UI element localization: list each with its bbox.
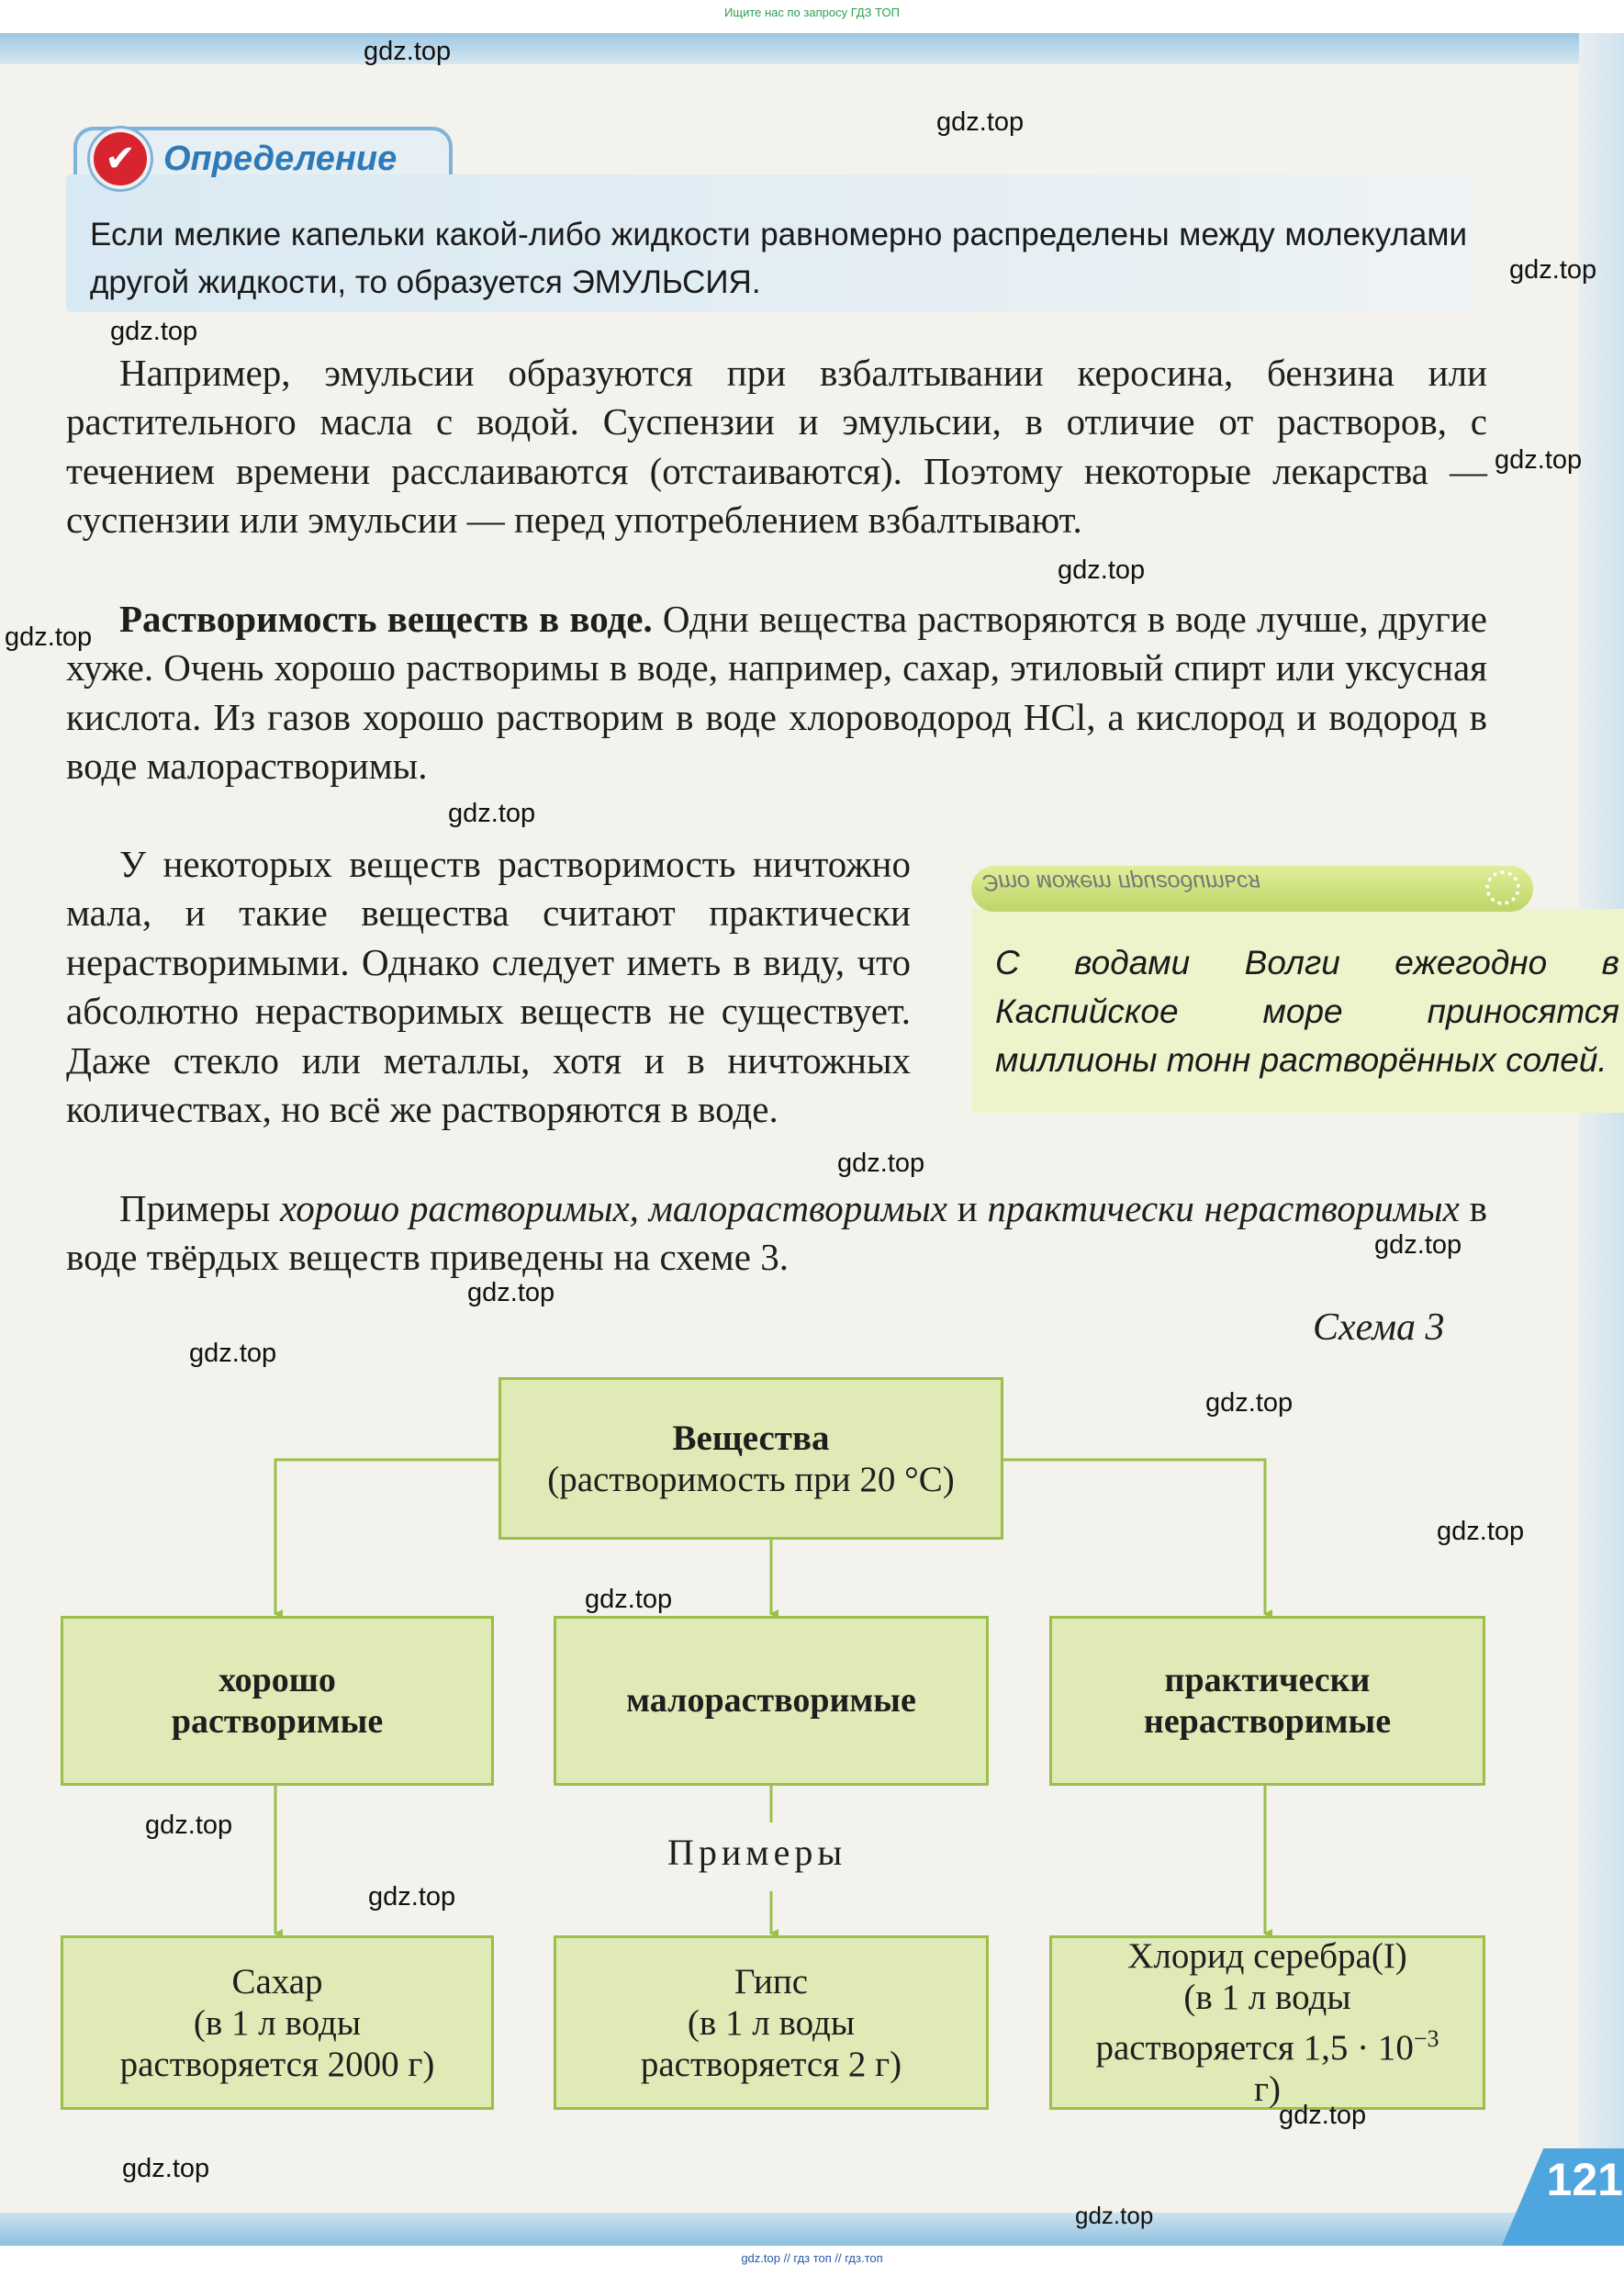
watermark: gdz.top (448, 799, 536, 828)
root-subtitle: (растворимость при 20 °С) (547, 1459, 955, 1499)
definition-text-part: Если мелкие капельки какой-либо жидкости равномерно распределены между молекулами другой жидкости, то образуется (90, 217, 1467, 300)
watermark: gdz.top (837, 1149, 925, 1178)
example-detail-end: г) (1254, 2069, 1281, 2109)
bottom-band (0, 2213, 1624, 2246)
definition-title: Определение (163, 140, 398, 178)
watermark: gdz.top (1205, 1388, 1294, 1418)
watermark: gdz.top (1374, 1230, 1462, 1260)
watermark: gdz.top (467, 1278, 555, 1307)
watermark: gdz.top (1075, 2202, 1154, 2229)
fact-box-text: С водами Волги ежегодно в Каспийское море приносятся миллионы тонн растворённых солей. (995, 944, 1619, 1079)
example-name: Сахар (231, 1961, 323, 2001)
category-slightly-soluble (554, 1616, 989, 1786)
watermark: gdz.top (110, 317, 198, 346)
example-detail (1084, 1977, 1451, 2110)
arrow-to-insoluble (1003, 1460, 1265, 1614)
root-title: Вещества (672, 1418, 830, 1458)
watermark: gdz.top (585, 1585, 673, 1614)
watermark: gdz.top (368, 1882, 456, 1912)
page-number: 121 (1546, 2154, 1623, 2205)
category-well-soluble (61, 1616, 494, 1786)
category-insoluble (1049, 1616, 1485, 1786)
watermark: gdz.top (936, 107, 1025, 137)
scheme-root-node (498, 1377, 1003, 1540)
examples-label: Примеры (667, 1832, 847, 1873)
watermark: gdz.top (189, 1339, 277, 1368)
section-heading: Растворимость веществ в воде. (119, 598, 653, 640)
watermark: gdz.top (1058, 555, 1146, 585)
bottom-note: gdz.top // гдз топ // гдз.топ (741, 2251, 883, 2265)
p4-italic-1: хорошо растворимых, малорастворимых (280, 1187, 947, 1229)
category-label: хорошо растворимые (171, 1660, 384, 1741)
p4-text-3: в воде твёрдых веществ приведены на схеме 3. (66, 1187, 1488, 1279)
watermark: gdz.top (122, 2154, 210, 2183)
watermark: gdz.top (145, 1811, 233, 1840)
top-note: Ищите нас по запросу ГДЗ ТОП (724, 6, 900, 19)
example-detail: (в 1 л воды (687, 2002, 856, 2043)
example-detail: растворяется 2000 г) (119, 2044, 435, 2084)
checkmark-icon: ✔ (90, 129, 151, 189)
paragraph-emulsions: Например, эмульсии образуются при взбалтывании керосина, бензина или растительного масла с водой. Суспензии и эмульсии, в отличие от растворов, с течением времени расслаиваются (отстаиваются). Поэтому некоторые лекарства — суспензии или эмульсии — перед употреблением взбалтывают. (66, 352, 1487, 542)
p4-text-2: и (946, 1187, 988, 1229)
definition-term: ЭМУЛЬСИЯ (571, 264, 752, 300)
watermark: gdz.top (1495, 445, 1583, 475)
fact-box-header-text: Это может пригодиться (982, 869, 1260, 895)
example-silver-chloride (1049, 1935, 1485, 2110)
example-name: Гипс (734, 1961, 809, 2001)
example-name: Хлорид серебра(I) (1127, 1936, 1407, 1976)
paragraph-solubility-text: Одни вещества растворяются в воде лучше, другие хуже. Очень хорошо растворимы в воде, например, сахар, этиловый спирт или уксусная кислота. Из газов хорошо растворим в воде хлороводород HCl, а кислород и водород в воде малорастворимы. (66, 598, 1487, 788)
watermark: gdz.top (364, 37, 452, 66)
exponent: −3 (1413, 2025, 1439, 2052)
watermark: gdz.top (1279, 2101, 1367, 2130)
watermark: gdz.top (1509, 255, 1597, 285)
watermark: gdz.top (1437, 1517, 1525, 1546)
example-detail: (в 1 л воды (193, 2002, 362, 2043)
arrow-to-good (275, 1460, 498, 1614)
example-sugar (61, 1935, 494, 2110)
example-detail: растворяется 2 г) (640, 2044, 902, 2084)
example-detail-text: (в 1 л воды растворяется 1,5 · 10 (1095, 1978, 1414, 2068)
definition-text-end: . (751, 264, 761, 300)
paragraph-insoluble: У некоторых веществ растворимость ничтожно мала, и такие вещества считают практически нерастворимыми. Однако следует иметь в виду, что абсолютно нерастворимых веществ не существует. Даже стекло или металлы, хотя и в ничтожных количествах, но всё же растворяются в воде. (66, 843, 911, 1131)
category-label: практически нерастворимые (1143, 1660, 1392, 1741)
p4-text-1: Примеры (119, 1187, 281, 1229)
example-gypsum (554, 1935, 989, 2110)
p4-italic-2: практически нерастворимых (987, 1187, 1460, 1229)
category-label: малорастворимые (626, 1681, 916, 1720)
watermark: gdz.top (5, 622, 93, 652)
scheme-label: Схема 3 (1313, 1306, 1445, 1349)
